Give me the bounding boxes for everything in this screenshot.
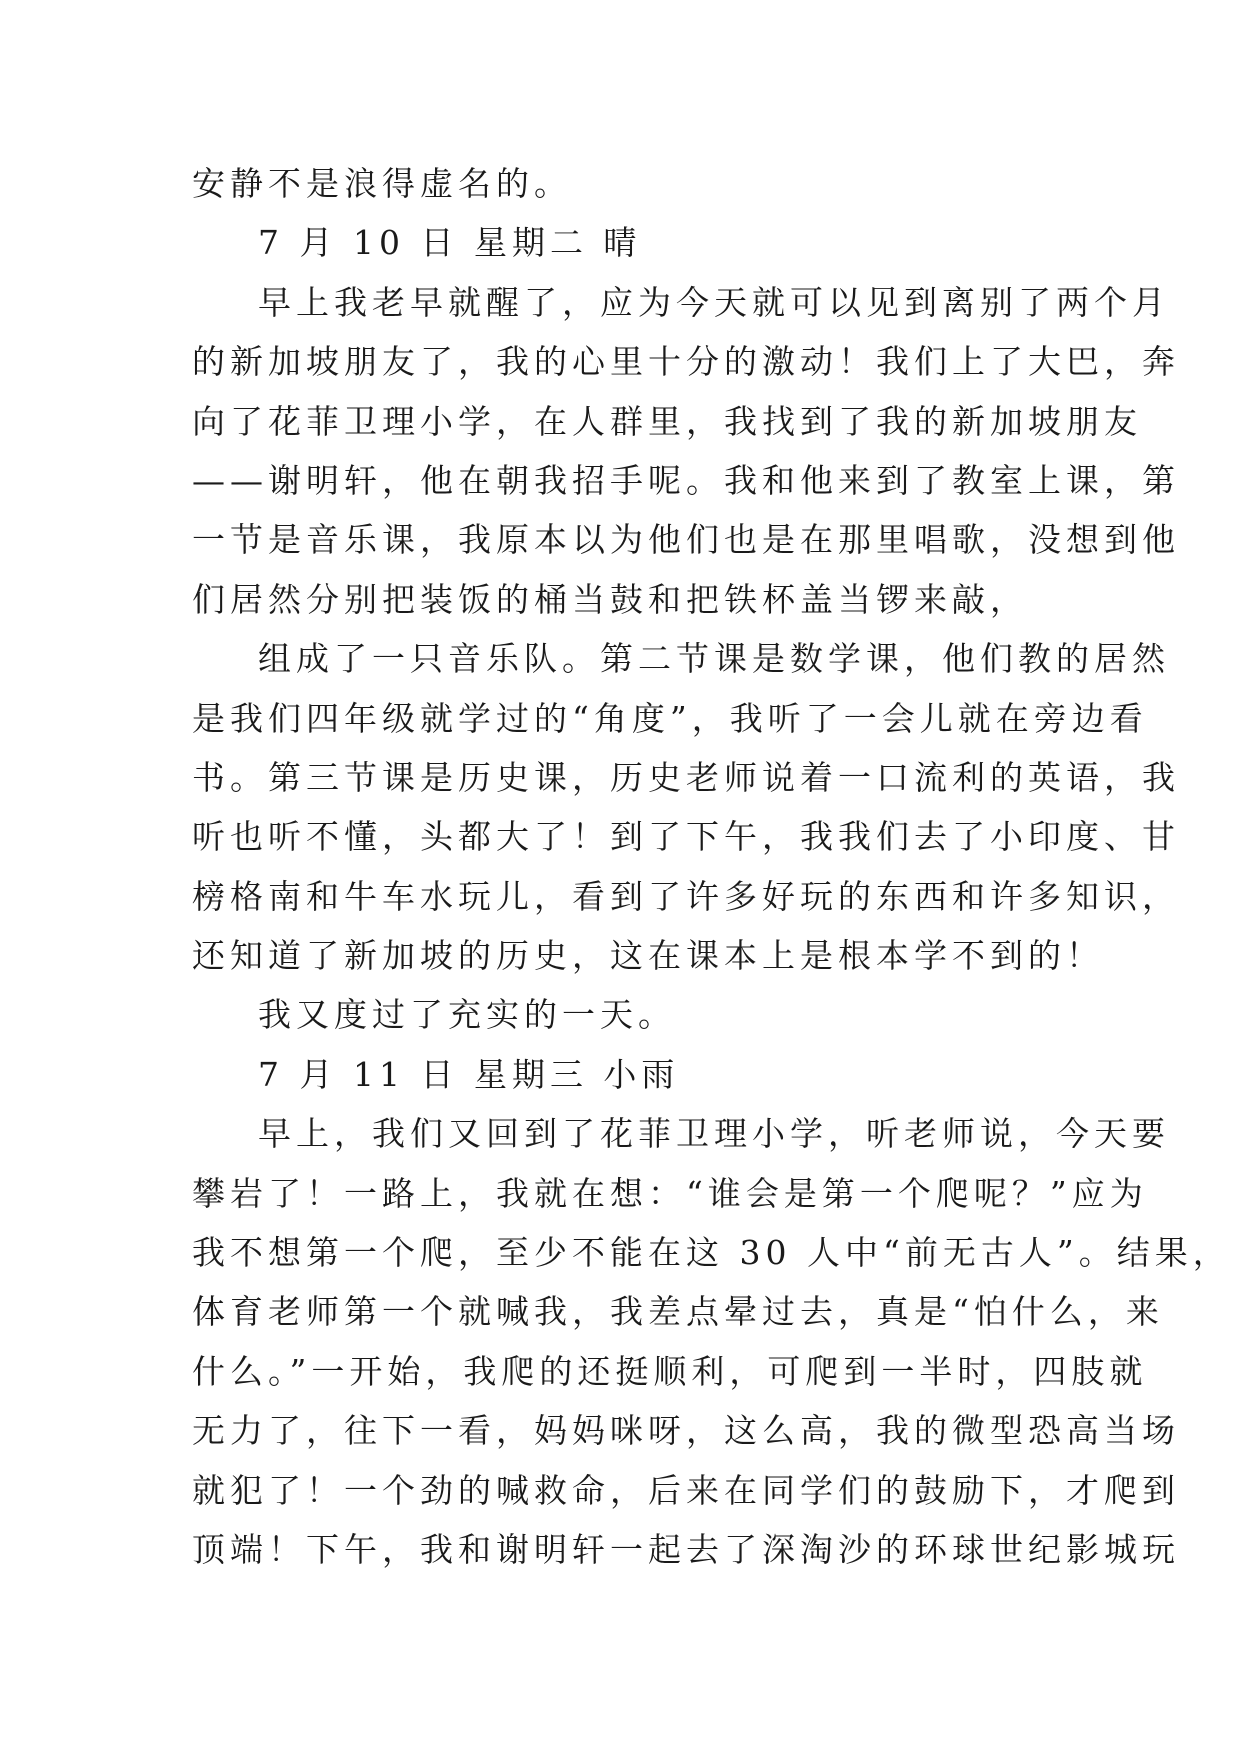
text-line: 书。第三节课是历史课，历史老师说着一口流利的英语，我 — [192, 757, 1180, 797]
text-line: 向了花菲卫理小学，在人群里，我找到了我的新加坡朋友 — [192, 401, 1142, 441]
diary-date-heading: 7 月 10 日 星期二 晴 — [258, 223, 642, 263]
diary-date-heading: 7 月 11 日 星期三 小雨 — [258, 1054, 680, 1094]
text-line: 还知道了新加坡的历史，这在课本上是根本学不到的！ — [192, 936, 1104, 976]
text-line: 听也听不懂，头都大了！到了下午，我我们去了小印度、甘 — [192, 817, 1180, 857]
text-line: 们居然分别把装饭的桶当鼓和把铁杯盖当锣来敲， — [192, 579, 1028, 619]
text-line: 无力了，往下一看，妈妈咪呀，这么高，我的微型恐高当场 — [192, 1411, 1180, 1451]
text-line: 一节是音乐课，我原本以为他们也是在那里唱歌，没想到他 — [192, 520, 1180, 560]
text-line: 攀岩了！一路上，我就在想：“谁会是第一个爬呢？”应为 — [192, 1173, 1148, 1213]
text-line: 的新加坡朋友了，我的心里十分的激动！我们上了大巴，奔 — [192, 342, 1180, 382]
paragraph-start-line: 组成了一只音乐队。第二节课是数学课，他们教的居然 — [258, 639, 1170, 679]
text-line: ——谢明轩，他在朝我招手呢。我和他来到了教室上课，第 — [192, 460, 1180, 500]
text-line: 体育老师第一个就喊我，我差点晕过去，真是“怕什么，来 — [192, 1292, 1164, 1332]
text-line: 是我们四年级就学过的“角度”，我听了一会儿就在旁边看 — [192, 698, 1148, 738]
paragraph-start-line: 早上，我们又回到了花菲卫理小学，听老师说，今天要 — [258, 1114, 1170, 1154]
text-line: 我不想第一个爬，至少不能在这 30 人中“前无古人”。结果， — [192, 1233, 1231, 1273]
text-line: 什么。”一开始，我爬的还挺顺利，可爬到一半时，四肢就 — [192, 1351, 1148, 1391]
document-body — [192, 154, 1231, 1579]
text-line: 安静不是浪得虚名的。 — [192, 164, 572, 203]
text-line: 顶端！下午，我和谢明轩一起去了深淘沙的环球世纪影城玩 — [192, 1529, 1180, 1569]
text-line: 就犯了！一个劲的喊救命，后来在同学们的鼓励下，才爬到 — [192, 1470, 1180, 1510]
paragraph-start-line: 我又度过了充实的一天。 — [258, 995, 676, 1035]
paragraph-start-line: 早上我老早就醒了，应为今天就可以见到离别了两个月 — [258, 282, 1170, 322]
text-line: 榜格南和牛车水玩儿，看到了许多好玩的东西和许多知识， — [192, 876, 1180, 916]
